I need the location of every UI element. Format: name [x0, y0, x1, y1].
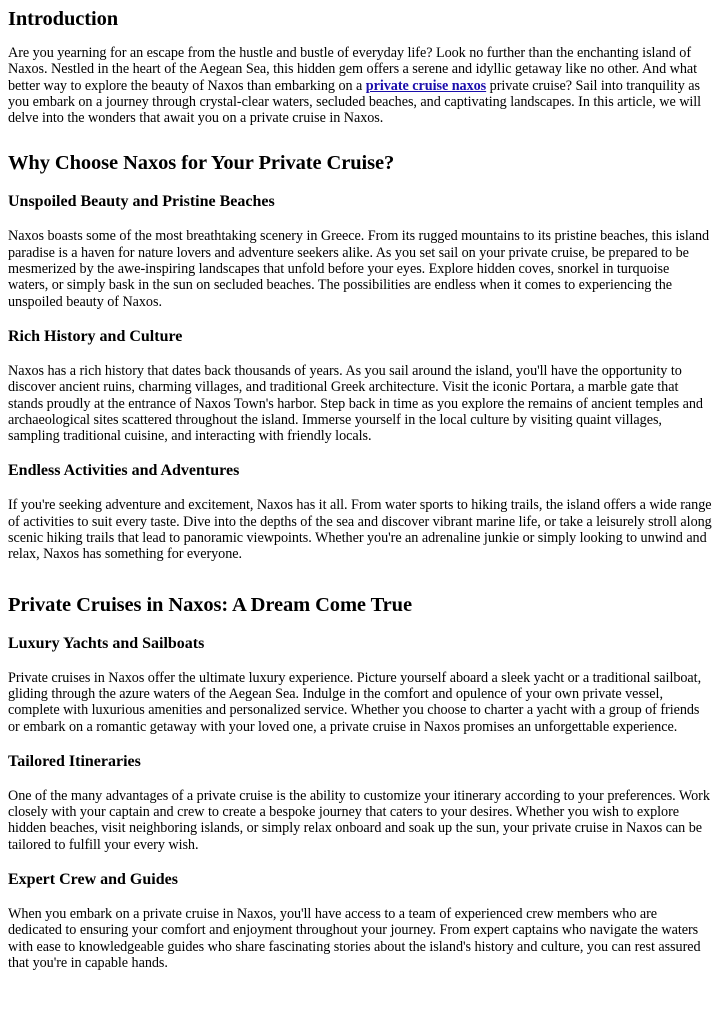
- subheading-unspoiled-beauty: Unspoiled Beauty and Pristine Beaches: [8, 193, 275, 211]
- subheading-endless-activities: Endless Activities and Adventures: [8, 462, 240, 480]
- paragraph-endless-activities: If you're seeking adventure and excitement, Naxos has it all. From water sports to hiking trails, the island offers a wide range of activities to suit every taste. Dive into the depths of the sea and discover vibrant marine life, or take a leisurely stroll along scenic hiking trails that lead to panoramic viewpoints. Whether you're an adrenaline junkie or simply looking to unwind and relax, Naxos has something for everyone.: [8, 497, 712, 563]
- paragraph-tailored-itineraries: One of the many advantages of a private cruise is the ability to customize your itinerary according to your preferences. Work closely with your captain and crew to create a bespoke journey that caters to your desires. Whether you wish to explore hidden beaches, visit neighboring islands, or simply relax onboard and soak up the sun, your private cruise in Naxos can be tailored to fulfill your every wish.: [8, 787, 710, 853]
- why-heading: Why Choose Naxos for Your Private Cruise?: [8, 152, 395, 175]
- intro-heading: Introduction: [8, 8, 119, 30]
- intro-paragraph: [8, 45, 712, 126]
- intro-text-after-link: private cruise? Sail into tranquility as you embark on a journey through crystal-clear waters, secluded beaches, and captivating landscapes. In this article, we will delve into the wonders that await you on a private cruise in Naxos.: [8, 77, 702, 127]
- dream-heading: Private Cruises in Naxos: A Dream Come True: [8, 593, 412, 616]
- paragraph-expert-crew: When you embark on a private cruise in Naxos, you'll have access to a team of experienced crew members who are dedicated to ensuring your comfort and enjoyment throughout your journey. From expert captains who navigate the waters with ease to knowledgeable guides who share fascinating stories about the island's history and culture, you can rest assured that you're in capable hands.: [8, 906, 701, 971]
- intro-text-before-link: Are you yearning for an escape from the hustle and bustle of everyday life? Look no further than the enchanting island of Naxos. Nestled in the heart of the Aegean Sea, this hidden gem offers a serene and idyllic getaway like no other. And what better way to explore the beauty of Naxos than embarking on a: [8, 45, 698, 94]
- subheading-tailored-itineraries: Tailored Itineraries: [8, 752, 141, 770]
- subheading-rich-history: Rich History and Culture: [8, 327, 183, 345]
- paragraph-luxury-yachts: Private cruises in Naxos offer the ultimate luxury experience. Picture yourself aboard a sleek yacht or a traditional sailboat, gliding through the azure waters of the Aegean Sea. Indulge in the comfort and opulence of your own private vessel, complete with luxurious amenities and personalized service. Whether you choose to charter a yacht with a group of friends or embark on a romantic getaway with your loved one, a private cruise in Naxos promises an unforgettable experience.: [8, 669, 702, 735]
- subheading-luxury-yachts: Luxury Yachts and Sailboats: [8, 634, 205, 652]
- private-cruise-naxos-link[interactable]: private cruise naxos: [365, 77, 487, 94]
- paragraph-rich-history: Naxos has a rich history that dates back thousands of years. As you sail around the island, you'll have the opportunity to discover ancient ruins, charming villages, and traditional Greek architecture. Visit the iconic Portara, a marble gate that stands proudly at the entrance of Naxos Town's harbor. Step back in time as you explore the remains of ancient temples and archaeological sites scattered throughout the island. Immerse yourself in the local culture by visiting quaint villages, sampling traditional cuisine, and interacting with friendly locals.: [8, 362, 703, 445]
- paragraph-unspoiled-beauty: Naxos boasts some of the most breathtaking scenery in Greece. From its rugged mountains to its pristine beaches, this island paradise is a haven for nature lovers and adventure seekers alike. As you set sail on your private cruise, be prepared to be mesmerized by the awe-inspiring landscapes that unfold before your eyes. Explore hidden coves, snorkel in turquoise waters, or simply bask in the sun on secluded beaches. The possibilities are endless when it comes to experiencing the unspoiled beauty of Naxos.: [8, 228, 710, 310]
- subheading-expert-crew: Expert Crew and Guides: [8, 871, 178, 889]
